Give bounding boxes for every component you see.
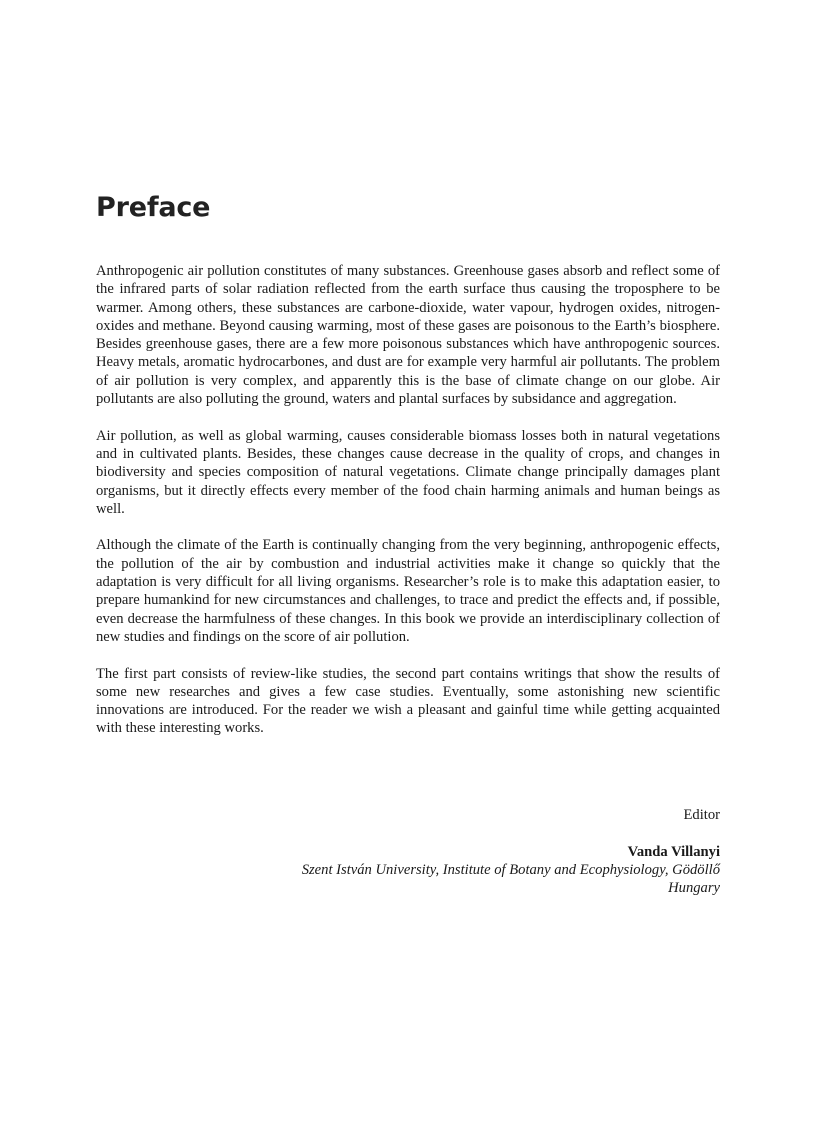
editor-name: Vanda Villanyi (627, 843, 720, 860)
editor-affiliation: Szent István University, Institute of Botany and Ecophysiology, Gödöllő (301, 861, 720, 878)
editor-country: Hungary (668, 880, 720, 897)
editor-role: Editor (683, 807, 720, 823)
paragraph: Anthropogenic air pollution constitutes of many substances. Greenhouse gases absorb and reflect some of the infrared parts of solar radiation reflected from the earth surface thus causing the troposphere to be warmer. Among others, these substances are carbone-dioxide, water vapour, hydrogen oxides, nitrogen-oxides and methane. Beyond causing warming, most of these gases are poisonous to the Earth’s biosphere. Besides greenhouse gases, there are a few more poisonous substances which have anthropogenic sources. Heavy metals, aromatic hydrocarbones, and dust are for example very harmful air pollutants. The problem of air pollution is very complex, and apparently this is the base of climate change on our globe. Air pollutants are also polluting the ground, waters and plantal surfaces by subsidance and aggregation. (96, 263, 720, 408)
signature-block (96, 806, 720, 897)
paragraph: Although the climate of the Earth is continually changing from the very beginning, anthropogenic effects, the pollution of the air by combustion and industrial activities make it change so quickly that the adaptation is very difficult for all living organisms. Researcher’s role is to make this adaptation easier, to prepare humankind for new circumstances and challenges, to trace and predict the effects and, if possible, even decrease the harmfulness of these changes. In this book we provide an interdisciplinary collection of new studies and findings on the score of air pollution. (96, 537, 720, 645)
page-title: Preface (96, 192, 211, 223)
preface-body (96, 262, 720, 756)
paragraph: The first part consists of review-like studies, the second part contains writings that show the results of some new researches and gives a few case studies. Eventually, some astonishing new scientific innovations are introduced. For the reader we wish a pleasant and gainful time while getting acquainted with these interesting works. (96, 665, 720, 737)
paragraph: Air pollution, as well as global warming, causes considerable biomass losses both in natural vegetations and in cultivated plants. Besides, these changes cause decrease in the quality of crops, and changes in biodiversity and species composition of natural vegetations. Climate change principally damages plant organisms, but it directly effects every member of the food chain harming animals and human beings as well. (96, 427, 720, 517)
